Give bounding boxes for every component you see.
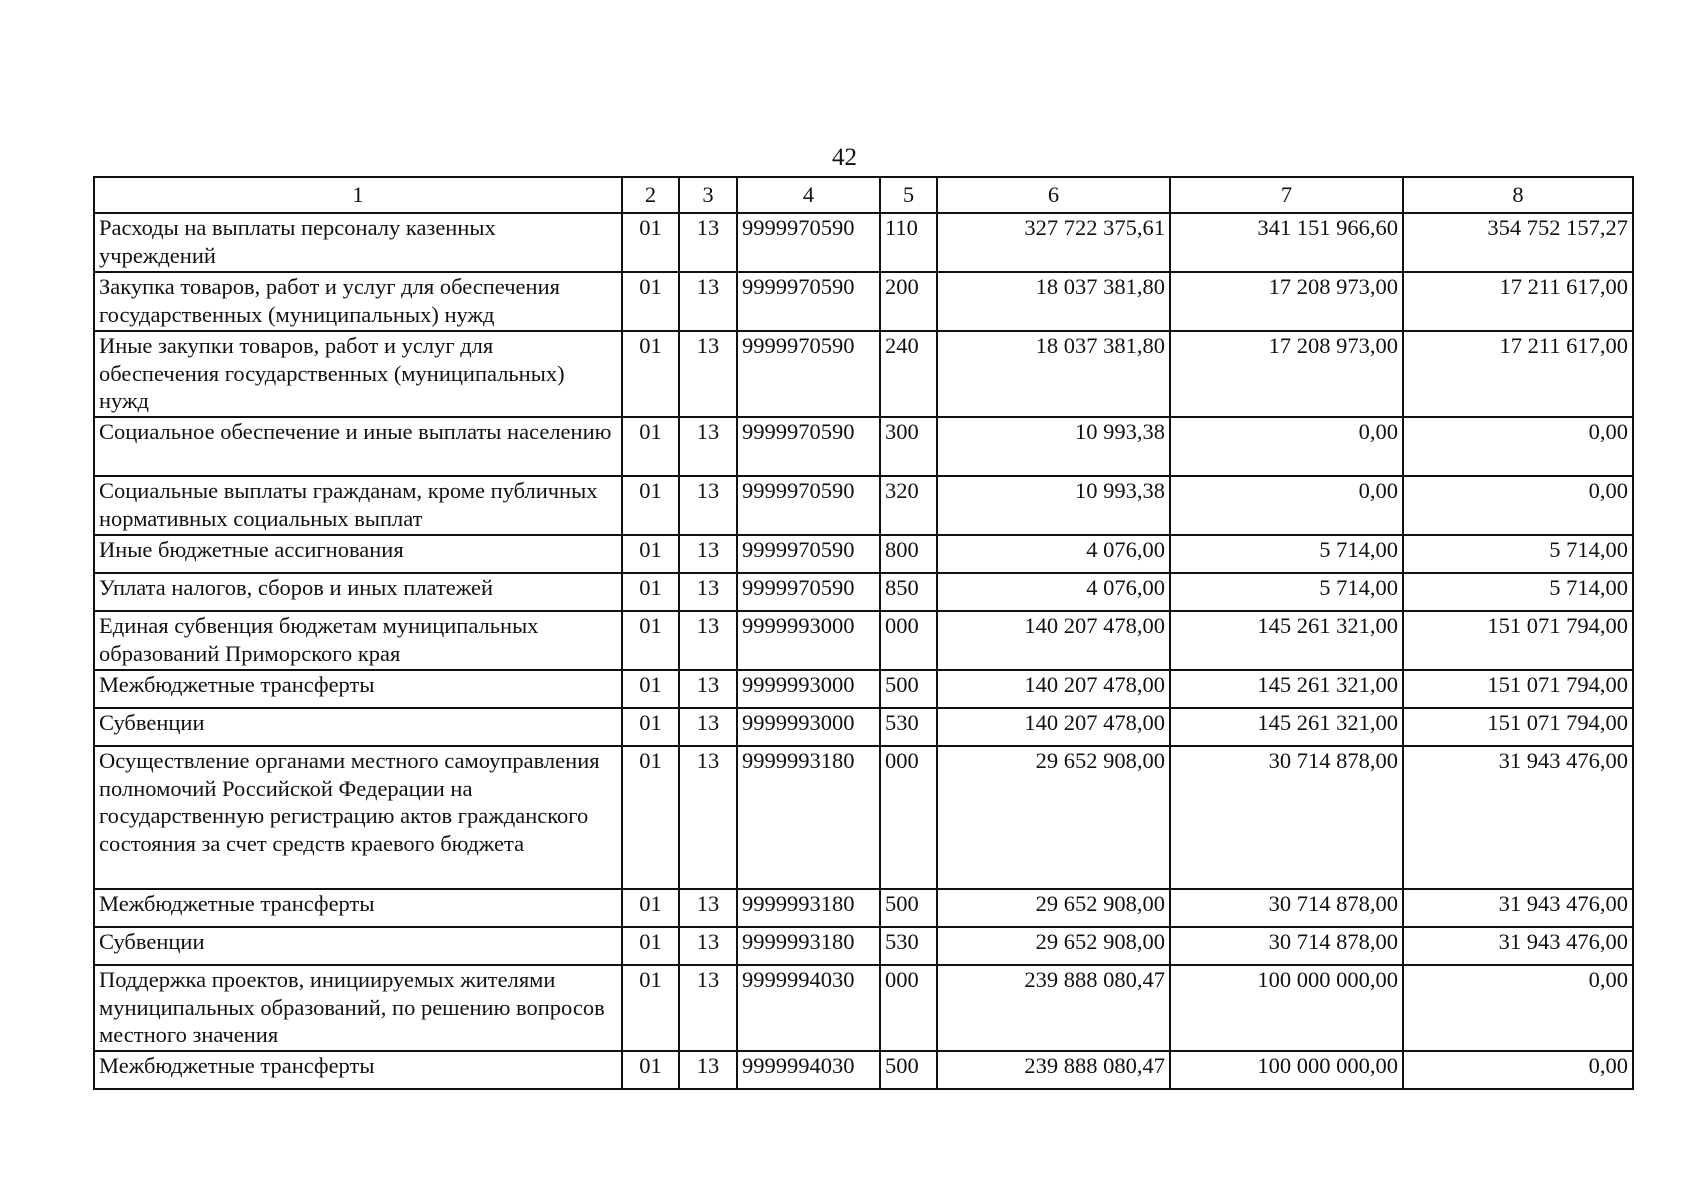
target-article-code: 9999993000 [737,611,880,670]
subsection-code: 13 [679,573,737,611]
amount-col-8: 151 071 794,00 [1403,708,1633,746]
amount-col-6: 18 037 381,80 [937,272,1170,331]
row-name: Закупка товаров, работ и услуг для обеспечения государственных (муниципальных) нужд [94,272,622,331]
row-name: Социальные выплаты гражданам, кроме публичных нормативных социальных выплат [94,476,622,535]
amount-col-7: 17 208 973,00 [1170,331,1403,417]
subsection-code: 13 [679,611,737,670]
row-name: Иные бюджетные ассигнования [94,535,622,573]
target-article-code: 9999993180 [737,746,880,889]
row-name: Поддержка проектов, инициируемых жителями муниципальных образований, по решению вопросов местного значения [94,965,622,1051]
column-header: 7 [1170,177,1403,213]
column-header: 4 [737,177,880,213]
amount-col-6: 140 207 478,00 [937,670,1170,708]
section-code: 01 [622,476,679,535]
target-article-code: 9999994030 [737,1051,880,1089]
target-article-code: 9999970590 [737,476,880,535]
target-article-code: 9999970590 [737,417,880,476]
expense-type-code: 110 [880,213,937,272]
column-header: 1 [94,177,622,213]
amount-col-7: 17 208 973,00 [1170,272,1403,331]
section-code: 01 [622,213,679,272]
expense-type-code: 000 [880,965,937,1051]
column-header: 8 [1403,177,1633,213]
section-code: 01 [622,611,679,670]
row-name: Межбюджетные трансферты [94,1051,622,1089]
row-name: Осуществление органами местного самоуправления полномочий Российской Федерации на государственную регистрацию актов гражданского состояния за счет средств краевого бюджета [94,746,622,889]
amount-col-7: 145 261 321,00 [1170,670,1403,708]
amount-col-6: 4 076,00 [937,573,1170,611]
section-code: 01 [622,331,679,417]
subsection-code: 13 [679,670,737,708]
subsection-code: 13 [679,708,737,746]
subsection-code: 13 [679,1051,737,1089]
target-article-code: 9999993180 [737,927,880,965]
subsection-code: 13 [679,213,737,272]
row-name: Субвенции [94,927,622,965]
amount-col-7: 5 714,00 [1170,573,1403,611]
column-header: 6 [937,177,1170,213]
table-row [94,708,1633,746]
expense-type-code: 000 [880,611,937,670]
amount-col-8: 31 943 476,00 [1403,889,1633,927]
table-row [94,272,1633,331]
amount-col-8: 5 714,00 [1403,573,1633,611]
expense-type-code: 000 [880,746,937,889]
section-code: 01 [622,573,679,611]
amount-col-6: 29 652 908,00 [937,927,1170,965]
table-row [94,927,1633,965]
subsection-code: 13 [679,927,737,965]
table-row [94,417,1633,476]
amount-col-7: 5 714,00 [1170,535,1403,573]
subsection-code: 13 [679,889,737,927]
section-code: 01 [622,889,679,927]
amount-col-8: 354 752 157,27 [1403,213,1633,272]
amount-col-6: 140 207 478,00 [937,708,1170,746]
amount-col-6: 327 722 375,61 [937,213,1170,272]
amount-col-7: 30 714 878,00 [1170,889,1403,927]
expense-type-code: 500 [880,889,937,927]
target-article-code: 9999993180 [737,889,880,927]
amount-col-8: 17 211 617,00 [1403,331,1633,417]
amount-col-7: 0,00 [1170,476,1403,535]
amount-col-7: 30 714 878,00 [1170,927,1403,965]
amount-col-8: 31 943 476,00 [1403,746,1633,889]
section-code: 01 [622,746,679,889]
amount-col-8: 0,00 [1403,1051,1633,1089]
subsection-code: 13 [679,331,737,417]
table-row [94,535,1633,573]
section-code: 01 [622,927,679,965]
column-header: 2 [622,177,679,213]
column-header: 3 [679,177,737,213]
subsection-code: 13 [679,746,737,889]
table-row [94,746,1633,889]
amount-col-7: 100 000 000,00 [1170,965,1403,1051]
target-article-code: 9999994030 [737,965,880,1051]
amount-col-7: 341 151 966,60 [1170,213,1403,272]
section-code: 01 [622,708,679,746]
table-row [94,611,1633,670]
amount-col-6: 18 037 381,80 [937,331,1170,417]
expense-type-code: 500 [880,670,937,708]
section-code: 01 [622,1051,679,1089]
amount-col-8: 5 714,00 [1403,535,1633,573]
row-name: Иные закупки товаров, работ и услуг для обеспечения государственных (муниципальных) нужд [94,331,622,417]
expense-type-code: 200 [880,272,937,331]
subsection-code: 13 [679,272,737,331]
table-row [94,213,1633,272]
amount-col-8: 0,00 [1403,476,1633,535]
budget-table [93,176,1634,1090]
expense-type-code: 320 [880,476,937,535]
amount-col-6: 10 993,38 [937,476,1170,535]
amount-col-8: 0,00 [1403,417,1633,476]
table-row [94,965,1633,1051]
amount-col-7: 30 714 878,00 [1170,746,1403,889]
table-row [94,573,1633,611]
table-row [94,670,1633,708]
amount-col-7: 0,00 [1170,417,1403,476]
target-article-code: 9999970590 [737,331,880,417]
expense-type-code: 530 [880,708,937,746]
amount-col-6: 140 207 478,00 [937,611,1170,670]
amount-col-7: 145 261 321,00 [1170,708,1403,746]
table-row [94,331,1633,417]
amount-col-6: 10 993,38 [937,417,1170,476]
row-name: Межбюджетные трансферты [94,889,622,927]
amount-col-8: 151 071 794,00 [1403,611,1633,670]
expense-type-code: 500 [880,1051,937,1089]
row-name: Межбюджетные трансферты [94,670,622,708]
amount-col-8: 151 071 794,00 [1403,670,1633,708]
target-article-code: 9999970590 [737,535,880,573]
subsection-code: 13 [679,965,737,1051]
header-row [94,177,1633,213]
target-article-code: 9999993000 [737,708,880,746]
target-article-code: 9999970590 [737,272,880,331]
amount-col-6: 239 888 080,47 [937,1051,1170,1089]
amount-col-6: 4 076,00 [937,535,1170,573]
subsection-code: 13 [679,476,737,535]
amount-col-8: 0,00 [1403,965,1633,1051]
expense-type-code: 530 [880,927,937,965]
expense-type-code: 800 [880,535,937,573]
section-code: 01 [622,965,679,1051]
table-row [94,889,1633,927]
amount-col-7: 100 000 000,00 [1170,1051,1403,1089]
target-article-code: 9999970590 [737,213,880,272]
amount-col-8: 31 943 476,00 [1403,927,1633,965]
amount-col-6: 29 652 908,00 [937,889,1170,927]
expense-type-code: 300 [880,417,937,476]
amount-col-8: 17 211 617,00 [1403,272,1633,331]
table-row [94,1051,1633,1089]
expense-type-code: 850 [880,573,937,611]
row-name: Расходы на выплаты персоналу казенных учреждений [94,213,622,272]
row-name: Социальное обеспечение и иные выплаты населению [94,417,622,476]
row-name: Единая субвенция бюджетам муниципальных образований Приморского края [94,611,622,670]
page-number: 42 [832,144,857,171]
section-code: 01 [622,535,679,573]
row-name: Уплата налогов, сборов и иных платежей [94,573,622,611]
table-row [94,476,1633,535]
subsection-code: 13 [679,535,737,573]
column-header: 5 [880,177,937,213]
subsection-code: 13 [679,417,737,476]
amount-col-6: 239 888 080,47 [937,965,1170,1051]
amount-col-7: 145 261 321,00 [1170,611,1403,670]
target-article-code: 9999970590 [737,573,880,611]
section-code: 01 [622,272,679,331]
section-code: 01 [622,670,679,708]
expense-type-code: 240 [880,331,937,417]
row-name: Субвенции [94,708,622,746]
target-article-code: 9999993000 [737,670,880,708]
section-code: 01 [622,417,679,476]
amount-col-6: 29 652 908,00 [937,746,1170,889]
